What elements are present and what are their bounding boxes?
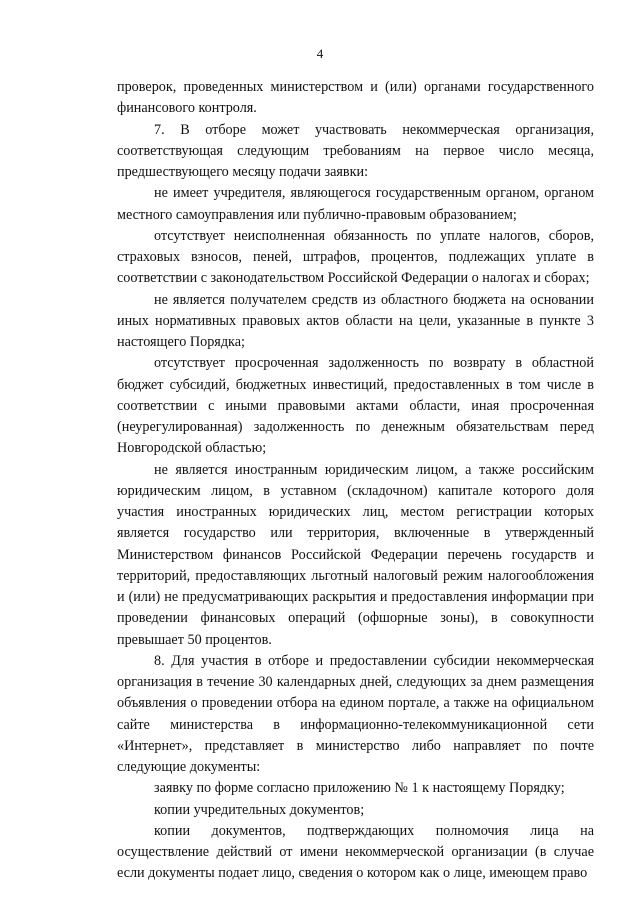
paragraph-item-8: 8. Для участия в отборе и предоставлении субсидии некоммерческая организация в течение 30 календарных дней, следующих за днем размещения объявления о проведении отбора на едином портале, а также на официальном сайте министерства в информационно-телекоммуникационной сети «Интернет», представляет в министерство либо направляет по почте следующие документы:	[117, 652, 594, 775]
requirement-no-tax-debt: отсутствует неисполненная обязанность по уплате налогов, сборов, страховых взносов, пеней, штрафов, процентов, подлежащих уплате в соответствии с законодательством Российской Федерации о налогах и сборах;	[117, 227, 594, 287]
document-list-authority-docs: копии документов, подтверждающих полномочия лица на осуществление действий от имени некоммерческой организации (в случае если документы подает лицо, сведения о котором как о лице, имеющем право	[117, 822, 594, 882]
page-number: 4	[316, 46, 324, 61]
requirement-no-state-founder: не имеет учредителя, являющегося государственным органом, органом местного самоуправления или публично-правовым образованием;	[117, 185, 594, 223]
paragraph-item-7: 7. В отборе может участвовать некоммерческая организация, соответствующая следующим требованиям на первое число месяца, предшествующего месяцу подачи заявки:	[117, 121, 594, 180]
paragraph-continuation: проверок, проведенных министерством и (или) органами государственного финансового контроля.	[117, 79, 594, 117]
requirement-no-overdue-debt: отсутствует просроченная задолженность по возврату в областной бюджет субсидий, бюджетных инвестиций, предоставленных в том числе в соответствии с иными правовыми актами области, иная просроченная (неурегулированная) задолженность по денежным обязательствам перед Новгородской областью;	[117, 355, 594, 457]
requirement-not-foreign-entity: не является иностранным юридическим лицом, а также российским юридическим лицом, в уставном (складочном) капитале которого доля участия иностранных юридических лиц, местом регистрации которых является государство или территория, включенные в утвержденный Министерством финансов Российской Федерации перечень государств и территорий, предоставляющих льготный налоговый режим налогообложения и (или) не предусматривающих раскрытия и предоставления информации при проведении финансовых операций (офшорные зоны), в совокупности превышает 50 процентов.	[117, 461, 594, 648]
document-body	[117, 77, 594, 885]
document-list-application: заявку по форме согласно приложению № 1 к настоящему Порядку;	[154, 780, 565, 797]
requirement-not-budget-recipient: не является получателем средств из областного бюджета на основании иных нормативных правовых актов области на цели, указанные в пункте 3 настоящего Порядка;	[117, 291, 594, 350]
document-list-founding-docs: копии учредительных документов;	[154, 801, 365, 818]
